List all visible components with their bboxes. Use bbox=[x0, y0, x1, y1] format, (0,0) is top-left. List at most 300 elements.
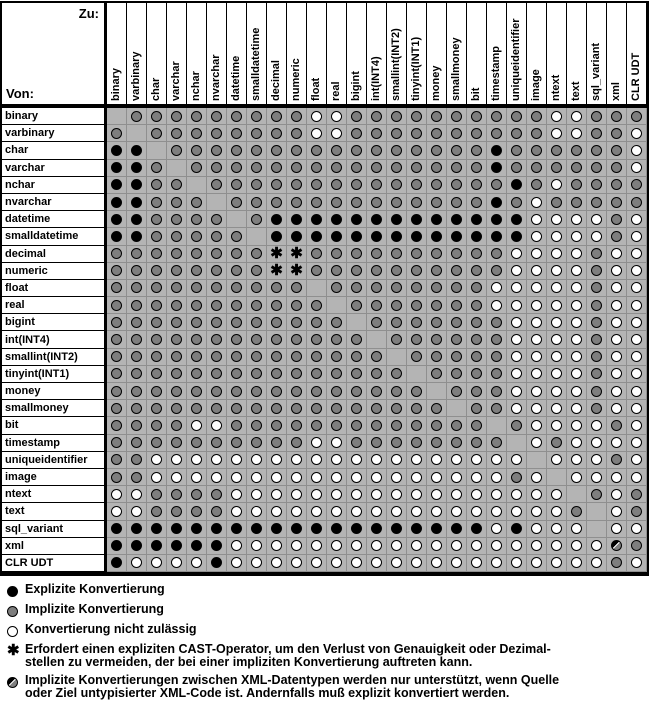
not-allowed-dot-icon bbox=[631, 557, 642, 568]
column-header: ntext bbox=[547, 3, 567, 108]
conversion-cell bbox=[147, 228, 167, 245]
implicit-dot-icon bbox=[231, 420, 242, 431]
conversion-cell bbox=[267, 331, 287, 348]
implicit-dot-icon bbox=[151, 334, 162, 345]
conversion-cell bbox=[167, 383, 187, 400]
implicit-dot-icon bbox=[411, 386, 422, 397]
not-allowed-dot-icon bbox=[331, 128, 342, 139]
implicit-dot-icon bbox=[411, 403, 422, 414]
conversion-cell bbox=[547, 297, 567, 314]
not-allowed-dot-icon bbox=[551, 420, 562, 431]
explicit-dot-icon bbox=[411, 214, 422, 225]
conversion-cell bbox=[307, 125, 327, 142]
conversion-cell bbox=[207, 142, 227, 159]
conversion-cell bbox=[567, 349, 587, 366]
not-allowed-dot-icon bbox=[511, 386, 522, 397]
row-header: real bbox=[2, 297, 107, 314]
not-allowed-dot-icon bbox=[551, 351, 562, 362]
conversion-cell bbox=[347, 486, 367, 503]
conversion-cell bbox=[607, 125, 627, 142]
conversion-cell bbox=[567, 246, 587, 263]
conversion-cell bbox=[487, 349, 507, 366]
not-allowed-dot-icon bbox=[471, 506, 482, 517]
conversion-cell bbox=[567, 280, 587, 297]
implicit-dot-icon bbox=[431, 282, 442, 293]
implicit-dot-icon bbox=[171, 197, 182, 208]
conversion-cell bbox=[187, 194, 207, 211]
conversion-cell bbox=[407, 194, 427, 211]
not-allowed-dot-icon bbox=[271, 472, 282, 483]
implicit-dot-icon bbox=[351, 368, 362, 379]
column-header: varchar bbox=[167, 3, 187, 108]
not-allowed-dot-icon bbox=[591, 540, 602, 551]
row-header: image bbox=[2, 469, 107, 486]
implicit-dot-icon bbox=[351, 351, 362, 362]
not-allowed-dot-icon bbox=[131, 506, 142, 517]
conversion-cell bbox=[367, 125, 387, 142]
implicit-dot-icon bbox=[211, 317, 222, 328]
conversion-cell bbox=[327, 417, 347, 434]
conversion-cell bbox=[507, 486, 527, 503]
conversion-cell bbox=[547, 211, 567, 228]
conversion-cell bbox=[627, 435, 647, 452]
conversion-cell bbox=[367, 400, 387, 417]
conversion-cell bbox=[607, 263, 627, 280]
conversion-cell bbox=[227, 521, 247, 538]
explicit-dot-icon bbox=[131, 145, 142, 156]
implicit-dot-icon bbox=[351, 128, 362, 139]
conversion-cell bbox=[507, 314, 527, 331]
conversion-cell bbox=[187, 211, 207, 228]
implicit-dot-icon bbox=[291, 351, 302, 362]
conversion-cell bbox=[247, 349, 267, 366]
not-allowed-dot-icon bbox=[551, 214, 562, 225]
conversion-cell bbox=[207, 486, 227, 503]
column-header: timestamp bbox=[487, 3, 507, 108]
conversion-cell bbox=[307, 349, 327, 366]
conversion-cell bbox=[427, 194, 447, 211]
conversion-cell bbox=[287, 486, 307, 503]
conversion-cell bbox=[607, 211, 627, 228]
implicit-dot-icon bbox=[111, 248, 122, 259]
implicit-dot-icon bbox=[271, 437, 282, 448]
not-allowed-dot-icon bbox=[231, 472, 242, 483]
conversion-cell bbox=[507, 435, 527, 452]
conversion-cell bbox=[247, 177, 267, 194]
conversion-cell bbox=[447, 297, 467, 314]
asterisk-icon: ✱ bbox=[7, 642, 20, 660]
not-allowed-dot-icon bbox=[451, 489, 462, 500]
explicit-dot-icon bbox=[111, 214, 122, 225]
implicit-dot-icon bbox=[591, 145, 602, 156]
conversion-cell bbox=[627, 160, 647, 177]
conversion-cell bbox=[247, 452, 267, 469]
not-allowed-dot-icon bbox=[391, 540, 402, 551]
conversion-cell bbox=[467, 366, 487, 383]
conversion-cell bbox=[407, 246, 427, 263]
not-allowed-dot-icon bbox=[551, 523, 562, 534]
conversion-cell bbox=[627, 228, 647, 245]
not-allowed-dot-icon bbox=[571, 454, 582, 465]
explicit-dot-icon bbox=[111, 523, 122, 534]
conversion-cell bbox=[467, 228, 487, 245]
implicit-dot-icon bbox=[431, 300, 442, 311]
conversion-cell bbox=[467, 435, 487, 452]
conversion-cell bbox=[587, 211, 607, 228]
conversion-cell bbox=[267, 383, 287, 400]
explicit-dot-icon bbox=[131, 214, 142, 225]
implicit-dot-icon bbox=[171, 248, 182, 259]
implicit-dot-icon bbox=[231, 351, 242, 362]
implicit-dot-icon bbox=[171, 437, 182, 448]
conversion-cell bbox=[147, 246, 167, 263]
not-allowed-dot-icon bbox=[571, 472, 582, 483]
conversion-cell bbox=[427, 314, 447, 331]
implicit-dot-icon bbox=[491, 248, 502, 259]
implicit-dot-icon bbox=[311, 386, 322, 397]
conversion-cell bbox=[287, 263, 307, 280]
implicit-dot-icon bbox=[311, 368, 322, 379]
conversion-cell bbox=[367, 108, 387, 125]
implicit-dot-icon bbox=[211, 231, 222, 242]
conversion-cell bbox=[587, 108, 607, 125]
conversion-cell bbox=[567, 383, 587, 400]
implicit-dot-icon bbox=[631, 489, 642, 500]
implicit-dot-icon bbox=[391, 248, 402, 259]
conversion-cell bbox=[107, 142, 127, 159]
implicit-dot-icon bbox=[411, 437, 422, 448]
column-header: tinyint(INT1) bbox=[407, 3, 427, 108]
not-allowed-dot-icon bbox=[311, 454, 322, 465]
conversion-cell bbox=[487, 280, 507, 297]
conversion-cell bbox=[567, 142, 587, 159]
explicit-dot-icon bbox=[151, 523, 162, 534]
conversion-cell bbox=[547, 417, 567, 434]
not-allowed-dot-icon bbox=[451, 472, 462, 483]
conversion-cell bbox=[187, 280, 207, 297]
implicit-dot-icon bbox=[491, 317, 502, 328]
explicit-dot-icon bbox=[131, 540, 142, 551]
explicit-dot-icon bbox=[191, 523, 202, 534]
conversion-cell bbox=[187, 297, 207, 314]
conversion-cell bbox=[427, 366, 447, 383]
conversion-cell bbox=[587, 521, 607, 538]
conversion-cell bbox=[587, 125, 607, 142]
not-allowed-dot-icon bbox=[571, 231, 582, 242]
conversion-cell bbox=[627, 108, 647, 125]
not-allowed-dot-icon bbox=[391, 557, 402, 568]
conversion-cell bbox=[527, 452, 547, 469]
conversion-cell bbox=[507, 469, 527, 486]
implicit-dot-icon bbox=[171, 420, 182, 431]
conversion-cell bbox=[107, 555, 127, 572]
conversion-cell bbox=[147, 263, 167, 280]
conversion-cell bbox=[487, 452, 507, 469]
conversion-cell bbox=[307, 142, 327, 159]
implicit-dot-icon bbox=[431, 334, 442, 345]
conversion-cell bbox=[307, 383, 327, 400]
conversion-cell bbox=[227, 211, 247, 228]
implicit-dot-icon bbox=[451, 437, 462, 448]
conversion-cell bbox=[627, 211, 647, 228]
conversion-cell bbox=[607, 503, 627, 520]
conversion-cell bbox=[567, 194, 587, 211]
conversion-cell bbox=[227, 280, 247, 297]
not-allowed-dot-icon bbox=[511, 317, 522, 328]
conversion-cell bbox=[447, 263, 467, 280]
implicit-dot-icon bbox=[231, 282, 242, 293]
implicit-dot-icon bbox=[591, 300, 602, 311]
not-allowed-dot-icon bbox=[511, 334, 522, 345]
conversion-cell bbox=[567, 521, 587, 538]
implicit-dot-icon bbox=[351, 437, 362, 448]
conversion-cell bbox=[267, 400, 287, 417]
conversion-cell bbox=[167, 246, 187, 263]
conversion-cell bbox=[167, 160, 187, 177]
conversion-cell bbox=[227, 555, 247, 572]
conversion-cell bbox=[207, 331, 227, 348]
not-allowed-dot-icon bbox=[631, 265, 642, 276]
implicit-dot-icon bbox=[511, 128, 522, 139]
not-allowed-dot-icon bbox=[571, 386, 582, 397]
conversion-cell bbox=[547, 280, 567, 297]
conversion-cell bbox=[607, 417, 627, 434]
implicit-dot-icon bbox=[271, 111, 282, 122]
implicit-dot-icon bbox=[511, 197, 522, 208]
conversion-cell bbox=[127, 521, 147, 538]
implicit-dot-icon bbox=[111, 437, 122, 448]
not-allowed-dot-icon bbox=[151, 557, 162, 568]
conversion-cell bbox=[427, 263, 447, 280]
conversion-cell bbox=[607, 521, 627, 538]
explicit-dot-icon bbox=[431, 231, 442, 242]
implicit-dot-icon bbox=[251, 420, 262, 431]
implicit-dot-icon bbox=[391, 403, 402, 414]
conversion-cell bbox=[107, 349, 127, 366]
conversion-cell bbox=[567, 177, 587, 194]
conversion-cell bbox=[387, 469, 407, 486]
implicit-dot-icon bbox=[431, 145, 442, 156]
conversion-cell bbox=[307, 538, 327, 555]
not-allowed-dot-icon bbox=[351, 489, 362, 500]
not-allowed-dot-icon bbox=[131, 557, 142, 568]
conversion-cell bbox=[607, 349, 627, 366]
conversion-cell bbox=[247, 366, 267, 383]
not-allowed-dot-icon bbox=[431, 506, 442, 517]
implicit-dot-icon bbox=[211, 282, 222, 293]
column-header: char bbox=[147, 3, 167, 108]
not-allowed-dot-icon bbox=[311, 472, 322, 483]
conversion-cell bbox=[367, 142, 387, 159]
conversion-cell bbox=[507, 538, 527, 555]
explicit-dot-icon bbox=[491, 231, 502, 242]
conversion-cell bbox=[347, 538, 367, 555]
implicit-dot-icon bbox=[131, 368, 142, 379]
conversion-cell bbox=[547, 469, 567, 486]
conversion-cell bbox=[127, 435, 147, 452]
conversion-cell bbox=[587, 503, 607, 520]
conversion-cell bbox=[507, 366, 527, 383]
conversion-cell bbox=[287, 160, 307, 177]
not-allowed-dot-icon bbox=[611, 403, 622, 414]
implicit-dot-icon bbox=[391, 420, 402, 431]
implicit-dot-icon bbox=[371, 265, 382, 276]
conversion-cell bbox=[107, 469, 127, 486]
conversion-cell bbox=[107, 228, 127, 245]
conversion-cell bbox=[587, 263, 607, 280]
conversion-cell bbox=[267, 160, 287, 177]
conversion-cell bbox=[327, 555, 347, 572]
conversion-cell bbox=[507, 400, 527, 417]
conversion-cell bbox=[527, 142, 547, 159]
conversion-cell bbox=[527, 503, 547, 520]
conversion-cell bbox=[587, 349, 607, 366]
conversion-cell bbox=[287, 331, 307, 348]
conversion-cell bbox=[587, 400, 607, 417]
not-allowed-dot-icon bbox=[171, 472, 182, 483]
conversion-cell bbox=[327, 177, 347, 194]
implicit-dot-icon bbox=[591, 489, 602, 500]
conversion-cell bbox=[567, 469, 587, 486]
not-allowed-dot-icon bbox=[571, 523, 582, 534]
implicit-dot-icon bbox=[411, 265, 422, 276]
conversion-cell bbox=[247, 383, 267, 400]
conversion-cell bbox=[627, 194, 647, 211]
conversion-cell bbox=[427, 228, 447, 245]
not-allowed-dot-icon bbox=[351, 454, 362, 465]
column-header: numeric bbox=[287, 3, 307, 108]
conversion-cell bbox=[347, 366, 367, 383]
conversion-cell bbox=[127, 297, 147, 314]
implicit-dot-icon bbox=[471, 162, 482, 173]
conversion-cell bbox=[227, 452, 247, 469]
conversion-cell bbox=[307, 211, 327, 228]
conversion-cell bbox=[347, 125, 367, 142]
implicit-dot-icon bbox=[211, 403, 222, 414]
not-allowed-dot-icon bbox=[271, 506, 282, 517]
conversion-cell bbox=[407, 521, 427, 538]
conversion-cell bbox=[507, 160, 527, 177]
conversion-cell bbox=[607, 555, 627, 572]
conversion-cell bbox=[447, 349, 467, 366]
not-allowed-dot-icon bbox=[451, 540, 462, 551]
not-allowed-dot-icon bbox=[551, 540, 562, 551]
implicit-dot-icon bbox=[371, 248, 382, 259]
explicit-dot-icon bbox=[171, 540, 182, 551]
implicit-dot-icon bbox=[291, 334, 302, 345]
not-allowed-dot-icon bbox=[311, 128, 322, 139]
not-allowed-dot-icon bbox=[551, 557, 562, 568]
not-allowed-dot-icon bbox=[611, 334, 622, 345]
legend-item bbox=[7, 674, 645, 700]
implicit-dot-icon bbox=[251, 317, 262, 328]
implicit-dot-icon bbox=[371, 145, 382, 156]
not-allowed-dot-icon bbox=[211, 472, 222, 483]
conversion-cell bbox=[147, 521, 167, 538]
implicit-dot-icon bbox=[311, 334, 322, 345]
implicit-dot-icon bbox=[271, 334, 282, 345]
implicit-dot-icon bbox=[431, 351, 442, 362]
conversion-cell bbox=[367, 263, 387, 280]
implicit-dot-icon bbox=[151, 248, 162, 259]
conversion-cell bbox=[327, 211, 347, 228]
implicit-dot-icon bbox=[151, 282, 162, 293]
not-allowed-dot-icon bbox=[511, 265, 522, 276]
conversion-cell bbox=[327, 452, 347, 469]
conversion-cell bbox=[307, 435, 327, 452]
implicit-dot-icon bbox=[271, 351, 282, 362]
implicit-dot-icon bbox=[111, 368, 122, 379]
conversion-cell bbox=[287, 125, 307, 142]
conversion-cell bbox=[627, 400, 647, 417]
conversion-cell bbox=[207, 194, 227, 211]
not-allowed-dot-icon bbox=[231, 489, 242, 500]
conversion-cell bbox=[247, 228, 267, 245]
implicit-dot-icon bbox=[191, 214, 202, 225]
implicit-dot-icon bbox=[491, 128, 502, 139]
implicit-dot-icon bbox=[371, 420, 382, 431]
row-header: money bbox=[2, 383, 107, 400]
conversion-cell bbox=[307, 503, 327, 520]
implicit-dot-icon bbox=[271, 128, 282, 139]
not-allowed-dot-icon bbox=[451, 454, 462, 465]
conversion-cell bbox=[607, 160, 627, 177]
implicit-dot-icon bbox=[331, 403, 342, 414]
conversion-cell bbox=[567, 555, 587, 572]
conversion-cell bbox=[467, 417, 487, 434]
implicit-dot-icon bbox=[151, 317, 162, 328]
implicit-dot-icon bbox=[251, 403, 262, 414]
implicit-dot-icon bbox=[591, 351, 602, 362]
explicit-dot-icon bbox=[111, 179, 122, 190]
explicit-dot-icon bbox=[291, 231, 302, 242]
legend-item bbox=[7, 603, 645, 618]
explicit-dot-icon bbox=[271, 214, 282, 225]
conversion-cell bbox=[167, 555, 187, 572]
conversion-cell bbox=[447, 366, 467, 383]
explicit-dot-icon bbox=[111, 162, 122, 173]
implicit-dot-icon bbox=[271, 145, 282, 156]
conversion-cell bbox=[167, 469, 187, 486]
conversion-cell bbox=[507, 383, 527, 400]
conversion-cell bbox=[267, 435, 287, 452]
conversion-cell bbox=[547, 521, 567, 538]
conversion-cell bbox=[607, 452, 627, 469]
legend-item bbox=[7, 623, 645, 638]
conversion-cell bbox=[127, 160, 147, 177]
not-allowed-dot-icon bbox=[491, 282, 502, 293]
conversion-cell bbox=[587, 435, 607, 452]
conversion-cell bbox=[287, 211, 307, 228]
conversion-cell bbox=[467, 194, 487, 211]
conversion-cell bbox=[127, 366, 147, 383]
conversion-cell bbox=[547, 331, 567, 348]
not-allowed-dot-icon bbox=[551, 386, 562, 397]
implicit-dot-icon bbox=[391, 128, 402, 139]
implicit-dot-icon bbox=[311, 145, 322, 156]
conversion-cell bbox=[407, 160, 427, 177]
not-allowed-dot-icon bbox=[571, 128, 582, 139]
implicit-dot-icon bbox=[191, 248, 202, 259]
not-allowed-dot-icon bbox=[511, 368, 522, 379]
explicit-dot-icon bbox=[131, 162, 142, 173]
conversion-cell bbox=[227, 263, 247, 280]
implicit-dot-icon bbox=[291, 403, 302, 414]
conversion-cell bbox=[367, 160, 387, 177]
conversion-cell bbox=[187, 521, 207, 538]
conversion-cell bbox=[527, 280, 547, 297]
conversion-cell bbox=[567, 160, 587, 177]
